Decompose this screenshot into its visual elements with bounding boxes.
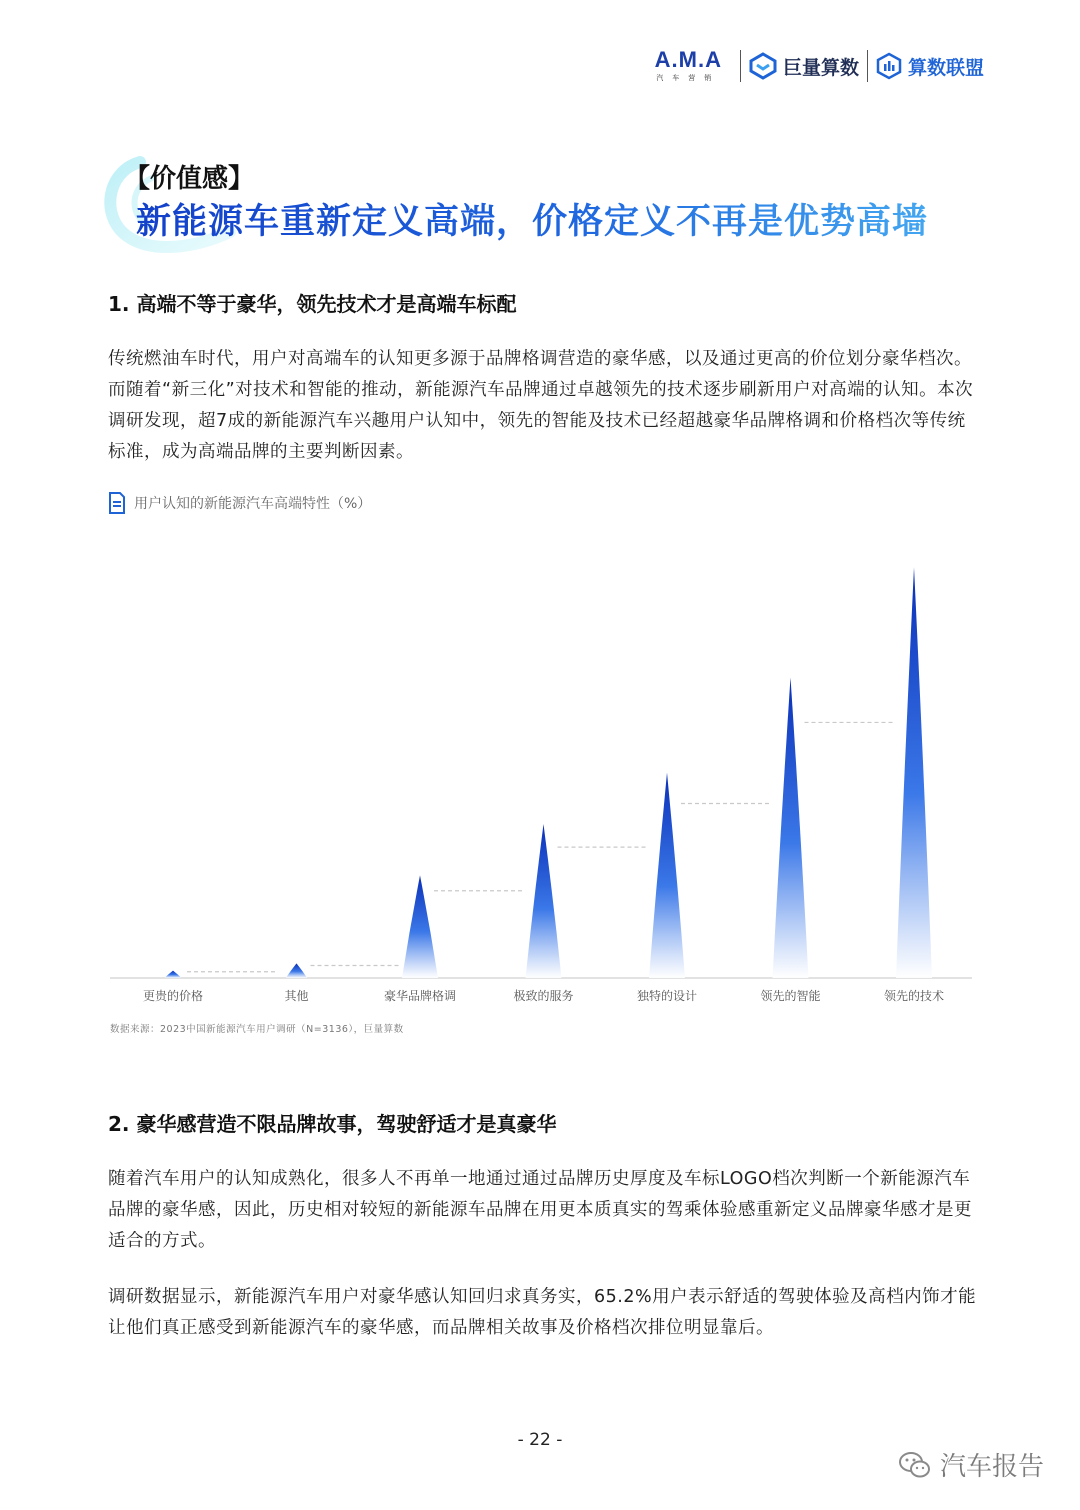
- logo-divider: [740, 50, 741, 82]
- brand-alliance: [876, 52, 984, 80]
- x-tick-label: 领先的技术: [883, 989, 945, 1003]
- chart-title: 用户认知的新能源汽车高端特性（%）: [134, 496, 372, 512]
- bar-spike-4: [526, 824, 562, 978]
- bar-chart: [100, 528, 980, 1018]
- bar-spike-7: [896, 567, 932, 978]
- chart-caption: [108, 492, 371, 514]
- bar-spike-1: [165, 971, 182, 978]
- logo-divider: [867, 50, 868, 82]
- bar-spike-5: [649, 773, 685, 978]
- x-tick-label: 其他: [284, 989, 309, 1003]
- section-tag: 【价值感】: [124, 164, 255, 194]
- brand-alliance-name: 算数联盟: [907, 56, 984, 79]
- header-logos: [655, 46, 984, 86]
- paragraph-part1: 传统燃油车时代，用户对高端车的认知更多源于品牌格调营造的豪华感，以及通过更高的价位划分豪华档次。而随着“新三化”对技术和智能的推动，新能源汽车品牌通过卓越领先的技术逐步刷新用户对高端的认知。本次调研发现，超7成的新能源汽车兴趣用户认知中，领先的智能及技术已经超越豪华品牌格调和价格档次等传统标准，成为高端品牌的主要判断因素。: [108, 349, 974, 462]
- alliance-logo-icon: [876, 52, 902, 80]
- ama-logo: [655, 49, 722, 83]
- ama-logo-text: A.M.A: [654, 47, 722, 72]
- x-tick-label: 独特的设计: [636, 989, 698, 1003]
- document-icon: [108, 492, 126, 514]
- wechat-icon: [898, 1450, 932, 1480]
- watermark-text: 汽车报告: [939, 1452, 1044, 1482]
- paragraph-part2-2: 调研数据显示，新能源汽车用户对豪华感认知回归求真务实，65.2%用户表示舒适的驾驶体验及高档内饰才能让他们真正感受到新能源汽车的豪华感，而品牌相关故事及价格档次排位明显靠后。: [108, 1287, 977, 1338]
- x-tick-label: 豪华品牌格调: [383, 989, 457, 1003]
- x-tick-label: 更贵的价格: [142, 989, 204, 1003]
- heading-part1: 1. 高端不等于豪华，领先技术才是高端车标配: [108, 292, 517, 316]
- x-tick-label: 领先的智能: [760, 989, 821, 1003]
- bar-spike-6: [773, 677, 809, 978]
- bar-spike-3: [402, 875, 438, 978]
- brand-juliang: [749, 52, 859, 80]
- page-title: 新能源车重新定义高端，价格定义不再是优势高墙: [136, 194, 928, 244]
- paragraph-part2-1: 随着汽车用户的认知成熟化，很多人不再单一地通过通过品牌历史厚度及车标LOGO档次判断一个新能源汽车品牌的豪华感，因此，历史相对较短的新能源车品牌在用更本质真实的驾乘体验感重新定义品牌豪华感才是更适合的方式。: [108, 1169, 972, 1251]
- page-number: - 22 -: [517, 1430, 563, 1450]
- juliang-logo-icon: [749, 52, 777, 80]
- ama-logo-subtext: 汽车营销: [656, 74, 721, 82]
- heading-part2: 2. 豪华感营造不限品牌故事，驾驶舒适才是真豪华: [108, 1112, 557, 1136]
- brand-juliang-name: 巨量算数: [782, 56, 859, 79]
- bar-spike-2: [286, 963, 307, 978]
- watermark: [898, 1446, 1044, 1483]
- chart-source: 数据来源：2023中国新能源汽车用户调研（N=3136），巨量算数: [110, 1024, 404, 1035]
- x-tick-label: 极致的服务: [513, 989, 574, 1003]
